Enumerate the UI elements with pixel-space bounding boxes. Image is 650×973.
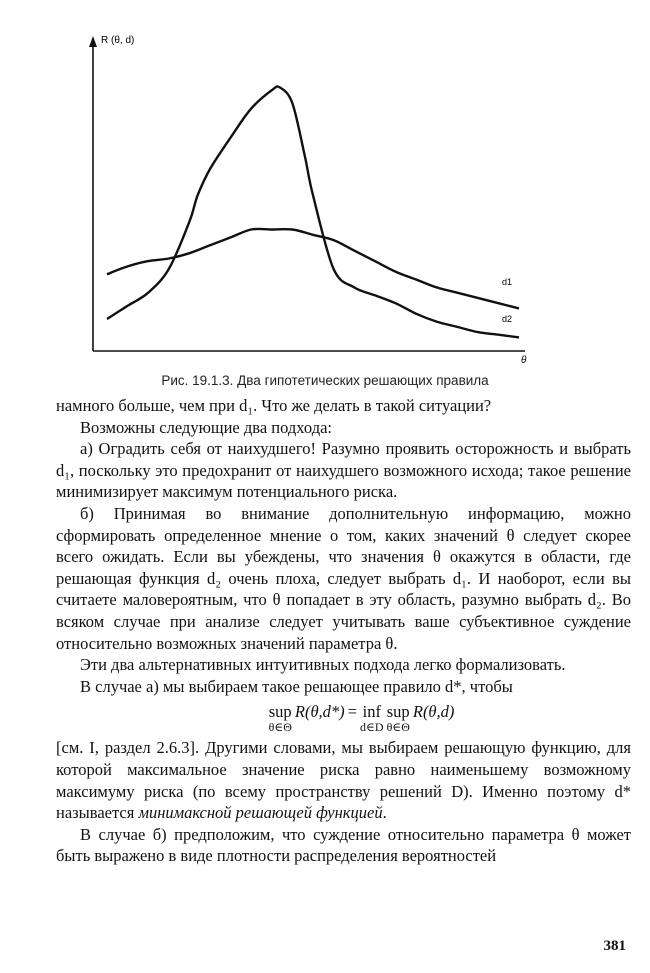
sup-subscript: θ∈Θ — [268, 720, 292, 735]
series-d2-line — [107, 86, 519, 337]
inf-subscript: d∈D — [360, 720, 384, 735]
y-axis-label: R (θ, d) — [101, 35, 135, 46]
paragraph: а) Оградить себя от наихудшего! Разумно проявить осторожность и выбрать d₁, поскольку это предохранит от наихудшего возможного исхода; такое решение минимизирует максимум потенциального риска. — [56, 439, 631, 502]
emphasis-term: минимаксной решающей функцией — [138, 803, 383, 823]
sup2-label: sup — [386, 702, 410, 722]
minimax-formula — [92, 697, 631, 737]
x-axis-label: θ — [521, 355, 527, 366]
formula-lhs: R(θ,d*) — [294, 702, 345, 722]
y-axis-arrow — [89, 36, 97, 47]
sup-label: sup — [268, 702, 292, 722]
inf-label: inf — [362, 702, 381, 722]
series-d2-label: d2 — [502, 314, 513, 324]
paragraph — [56, 737, 631, 823]
paragraph: Эти два альтернативных интуитивных подхода легко формализовать. — [80, 655, 566, 675]
series-d1-label: d1 — [502, 277, 513, 287]
inf-operator — [360, 703, 384, 733]
paragraph: б) Принимая во внимание дополнительную информацию, можно сформировать определенное мнение о том, каких значений θ следует скорее всего ожидать. Если вы убеждены, что значения θ окажутся в области, где решающая функция d₂ очень плоха, следует выбрать d₁. И наоборот, если вы считаете маловероятным, что θ попадает в эту область, разумно выбрать d₂. Во всяком случае при анализе следует учитывать ваше субъективное суждение относительно возможных значений параметра θ. — [56, 503, 631, 653]
paragraph: Возможны следующие два подхода: — [80, 417, 332, 437]
paragraph-text: [см. I, раздел 2.6.3]. Другими словами, мы выбираем решающую функцию, для которой максимальное значение риска равно наименьшему возможному максимуму риска (по всему пространству решений D). Именно поэтому d* называется — [56, 738, 631, 823]
risk-chart — [0, 0, 650, 372]
sup-operator — [269, 703, 292, 733]
sup2-subscript: θ∈Θ — [386, 720, 410, 735]
page-number: 381 — [603, 938, 626, 954]
body-text — [56, 395, 631, 867]
formula-equals: = — [347, 702, 357, 722]
figure-caption: Рис. 19.1.3. Два гипотетических решающих правила — [161, 373, 489, 388]
paragraph-end: . — [382, 803, 387, 823]
paragraph: намного больше, чем при d₁. Что же делать в такой ситуации? — [56, 396, 492, 415]
paragraph: В случае а) мы выбираем такое решающее правило d*, чтобы — [80, 676, 513, 696]
paragraph: В случае б) предположим, что суждение относительно параметра θ может быть выражено в виде плотности распределения вероятностей — [56, 824, 631, 866]
sup-operator-2 — [387, 703, 410, 733]
formula-rhs: R(θ,d) — [412, 702, 455, 722]
